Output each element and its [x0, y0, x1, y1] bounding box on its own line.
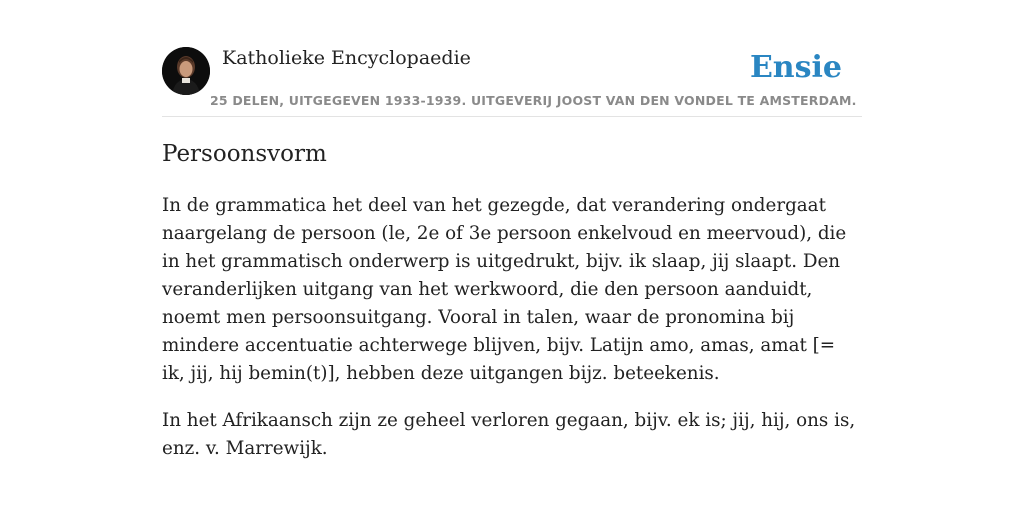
entry-body [162, 192, 862, 482]
source-avatar[interactable] [162, 47, 210, 95]
entry-title: Persoonsvorm [162, 141, 327, 167]
source-subtitle: 25 DELEN, UITGEGEVEN 1933-1939. UITGEVERIJ JOOST VAN DEN VONDEL TE AMSTERDAM. [210, 93, 857, 108]
source-header [162, 0, 862, 117]
portrait-avatar-icon [162, 47, 210, 95]
source-title[interactable]: Katholieke Encyclopaedie [222, 47, 471, 69]
entry-paragraph: In het Afrikaansch zijn ze geheel verloren gegaan, bijv. ek is; jij, hij, ons is, enz. v. Marrewijk. [162, 410, 856, 459]
brand-logo[interactable]: Ensie [749, 50, 842, 85]
entry-paragraph: In de grammatica het deel van het gezegde, dat verandering ondergaat naargelang de persoon (le, 2e of 3e persoon enkelvoud en meervoud), die in het grammatisch onderwerp is uitgedrukt, bijv. ik slaap, jij slaapt. Den veranderlijken uitgang van het werkwoord, die den persoon aanduidt, noemt men persoonsuitgang. Vooral in talen, waar de pronomina bij mindere accentuatie achterwege blijven, bijv. Latijn amo, amas, amat [= ik, jij, hij bemin(t)], hebben deze uitgangen bijz. beteekenis. [162, 195, 847, 384]
